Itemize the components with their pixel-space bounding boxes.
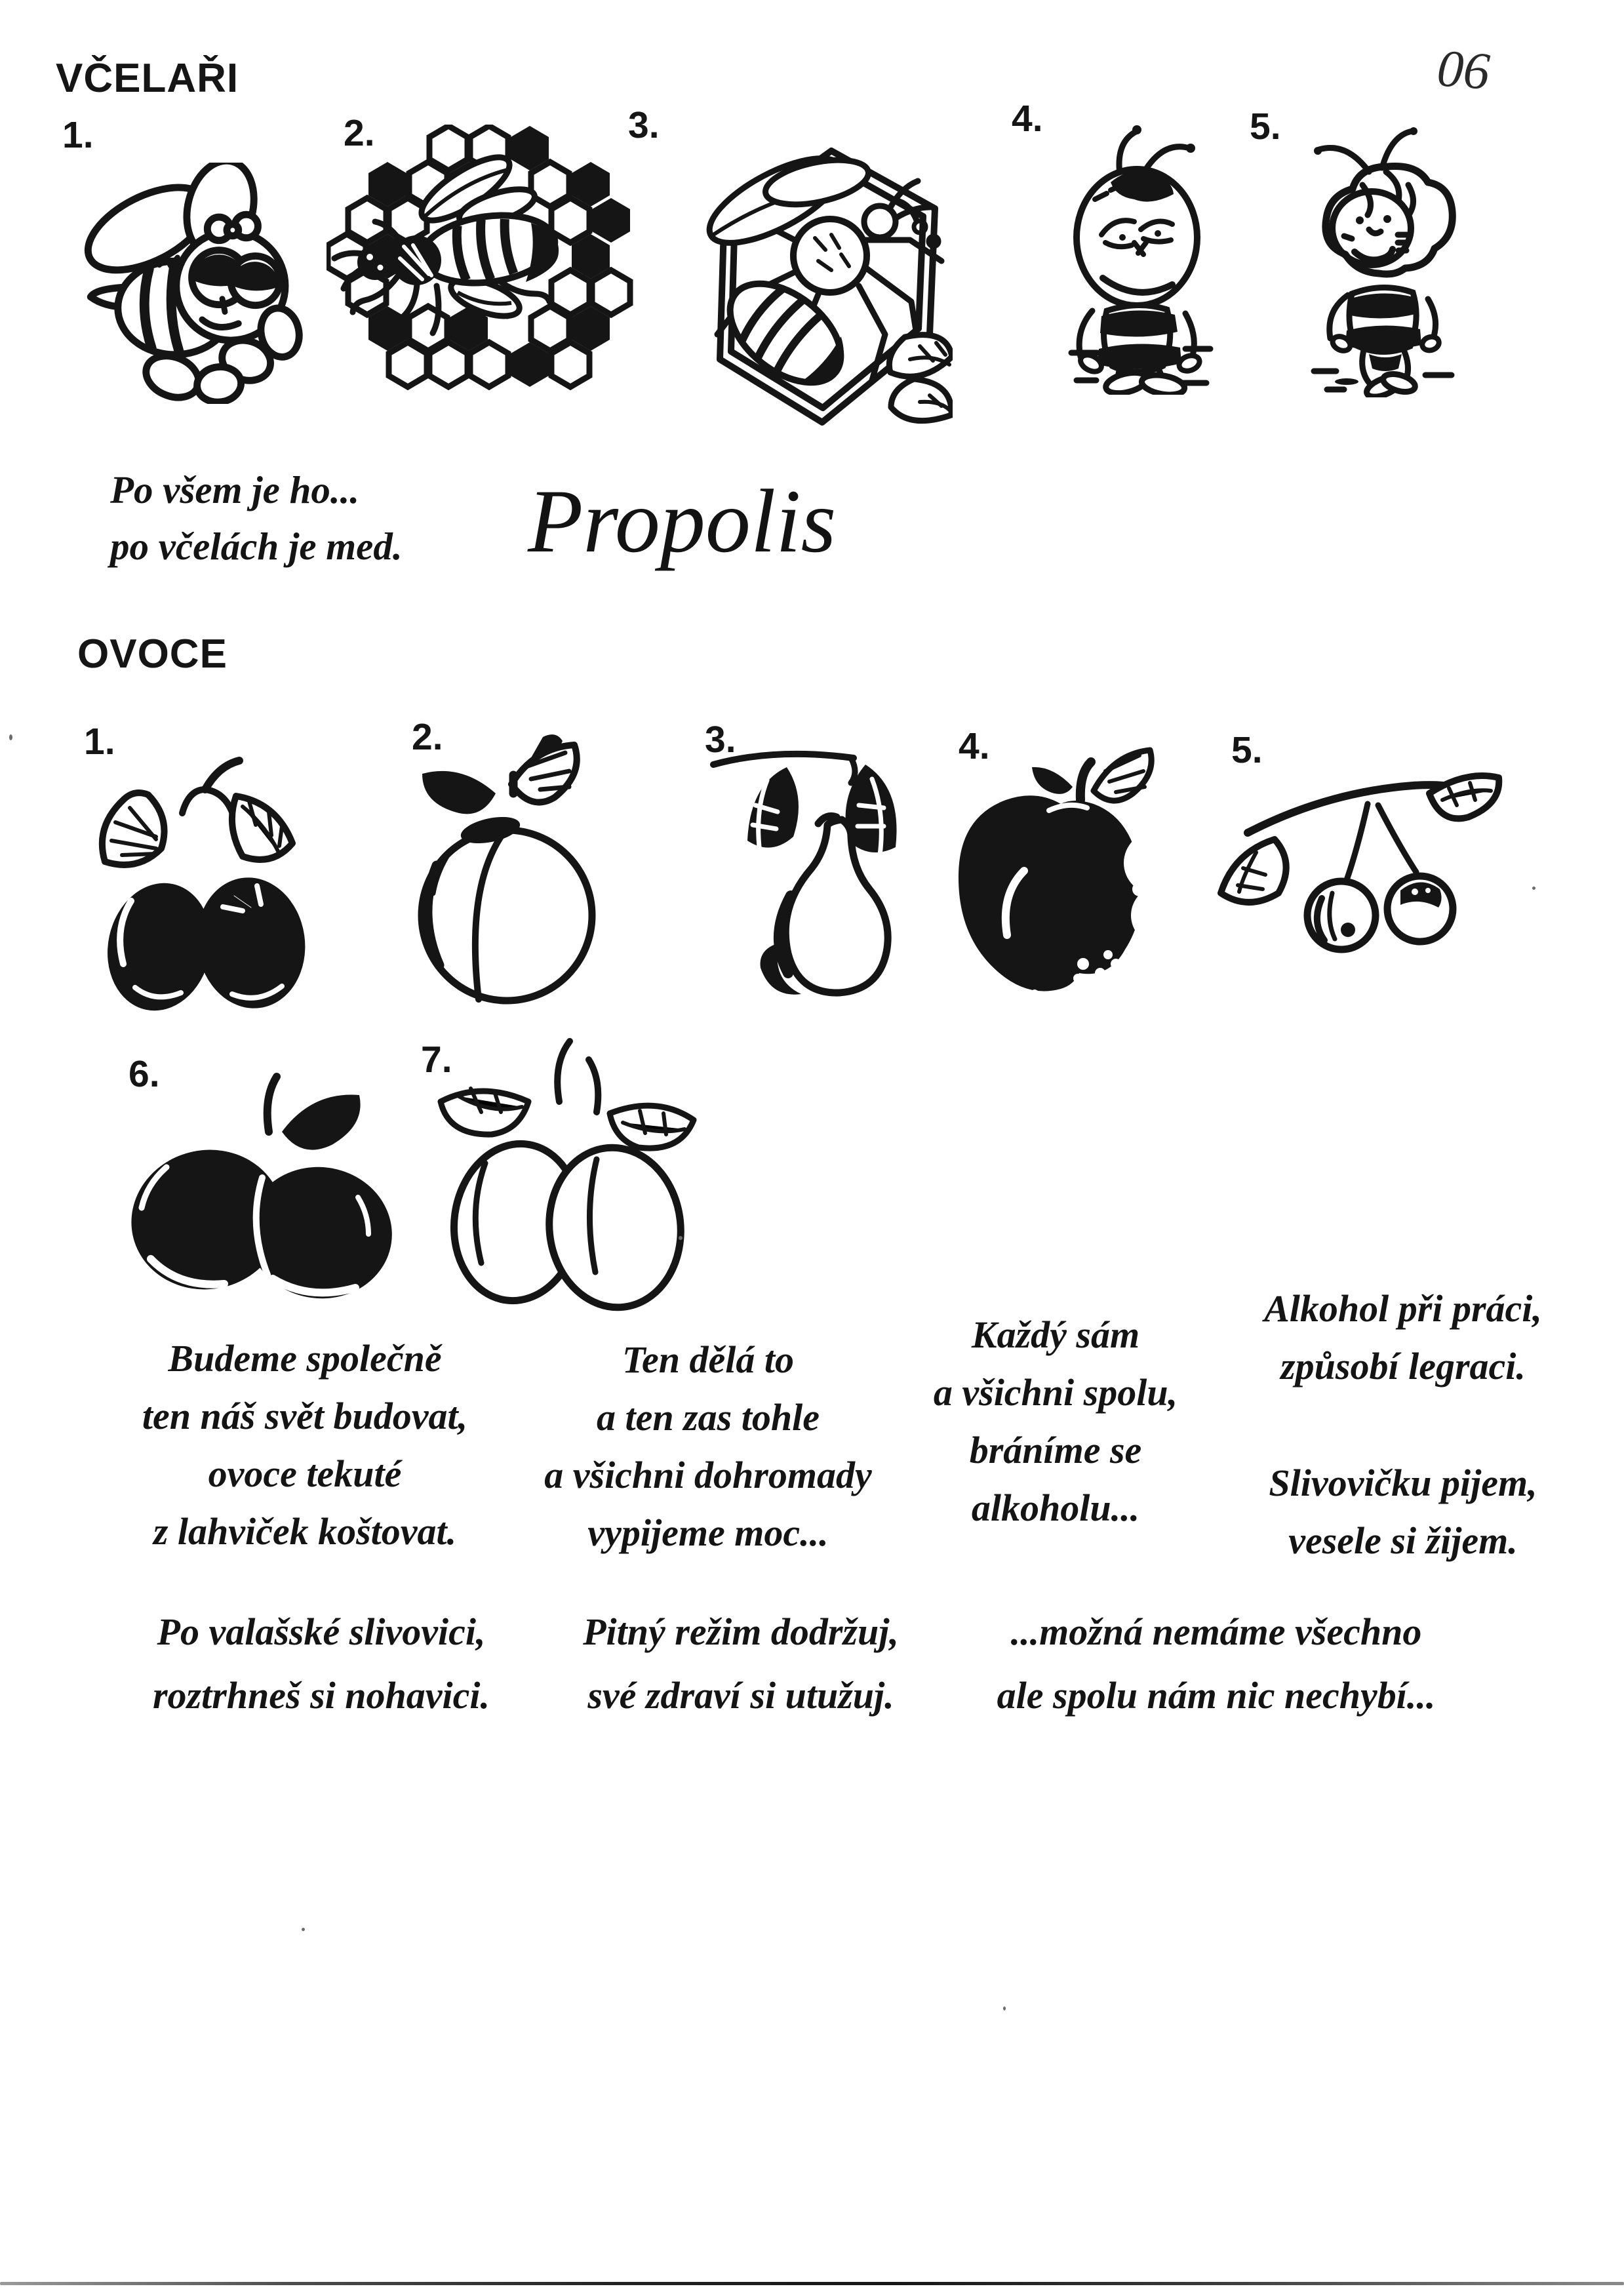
fruit-3-number: 3. — [705, 719, 736, 761]
dark-plums-illustration — [104, 1068, 405, 1320]
bee-2-number: 2. — [344, 112, 375, 154]
bee-5-number: 5. — [1250, 106, 1281, 148]
bee-riddle-line-2: po včelách je med. — [110, 525, 403, 568]
verse-line: své zdraví si utužuj. — [587, 1674, 894, 1717]
verse-line: a všichni dohromady — [544, 1454, 872, 1496]
verse-line: Slivovičku pijem, — [1269, 1462, 1537, 1504]
verse-line: alkoholu... — [971, 1487, 1140, 1529]
cartoon-girl-bee-illustration — [83, 163, 307, 404]
bee-on-honeycomb-illustration — [327, 125, 635, 400]
verse-line: bráníme se — [969, 1429, 1142, 1471]
bee-1-number: 1. — [62, 114, 94, 156]
verse-line: ten náš svět budovat, — [142, 1395, 468, 1437]
bee-riddle-line-1: Po všem je ho... — [110, 468, 360, 511]
handwritten-page-number: 06 — [1435, 39, 1492, 101]
verse-line: Každý sám — [971, 1313, 1140, 1356]
willy-bee-sitting-illustration — [1057, 119, 1221, 395]
verse-line: Budeme společně — [168, 1337, 442, 1380]
verse-line: ovoce tekuté — [208, 1452, 402, 1495]
bees-section-title: VČELAŘI — [56, 56, 239, 101]
verse-line: vypijeme moc... — [587, 1511, 829, 1554]
verse-line: roztrhneš si nohavici. — [152, 1674, 490, 1717]
verse-line: ...možná nemáme všechno — [1010, 1610, 1422, 1653]
fruit-2-number: 2. — [412, 716, 443, 758]
cherries-illustration — [1212, 746, 1507, 989]
verse-pitny-rezim — [544, 1600, 938, 1727]
boy-bee-sitting-illustration — [1306, 122, 1463, 397]
riddle-answer-propolis: Propolis — [528, 471, 837, 571]
scan-speck — [1532, 887, 1535, 890]
verse-line: Alkohol při práci, — [1264, 1287, 1542, 1330]
verse-line: Po valašské slivovici, — [157, 1610, 486, 1653]
bee-4-number: 4. — [1012, 98, 1043, 140]
peach-illustration — [386, 727, 622, 1022]
verse-slivovicku-pijem — [1213, 1454, 1593, 1570]
verse-line: vesele si žijem. — [1288, 1519, 1518, 1562]
plums-illustration — [84, 749, 327, 1024]
scan-speck — [302, 1928, 305, 1931]
fruit-4-number: 4. — [959, 725, 990, 767]
verse-line: ale spolu nám nic nechybí... — [997, 1674, 1436, 1717]
bee-on-hex-frame-illustration — [694, 143, 953, 464]
fruit-7-number: 7. — [421, 1039, 452, 1081]
verse-mozna-nemame — [944, 1600, 1488, 1727]
scan-speck — [1003, 2006, 1006, 2010]
outline-plums-illustration — [399, 1031, 707, 1313]
fruit-6-number: 6. — [129, 1053, 160, 1095]
fruit-5-number: 5. — [1231, 729, 1263, 771]
verse-line: Ten dělá to — [622, 1338, 795, 1381]
verse-line: z lahviček koštovat. — [153, 1510, 457, 1553]
scan-speck — [9, 734, 12, 740]
bitten-apple-illustration — [944, 740, 1180, 1028]
fruit-1-number: 1. — [84, 721, 115, 763]
bee-3-number: 3. — [628, 104, 660, 146]
scan-speck — [679, 1236, 683, 1240]
verse-line: a ten zas tohle — [597, 1396, 820, 1439]
verse-budeme-spolecne — [79, 1330, 531, 1561]
scan-edge-line — [0, 2282, 1624, 2285]
verse-po-valasske — [85, 1600, 557, 1727]
verse-ten-dela-to — [511, 1331, 905, 1562]
verse-line: způsobí legraci. — [1280, 1345, 1526, 1387]
pear-illustration — [687, 727, 930, 1022]
verse-line: a všichni spolu, — [933, 1371, 1178, 1414]
verse-line: Pitný režim dodržuj, — [583, 1610, 899, 1653]
fruit-section-title: OVOCE — [77, 631, 228, 677]
verse-kazdy-sam — [918, 1306, 1193, 1537]
verse-alkohol-pri-praci — [1213, 1280, 1593, 1395]
